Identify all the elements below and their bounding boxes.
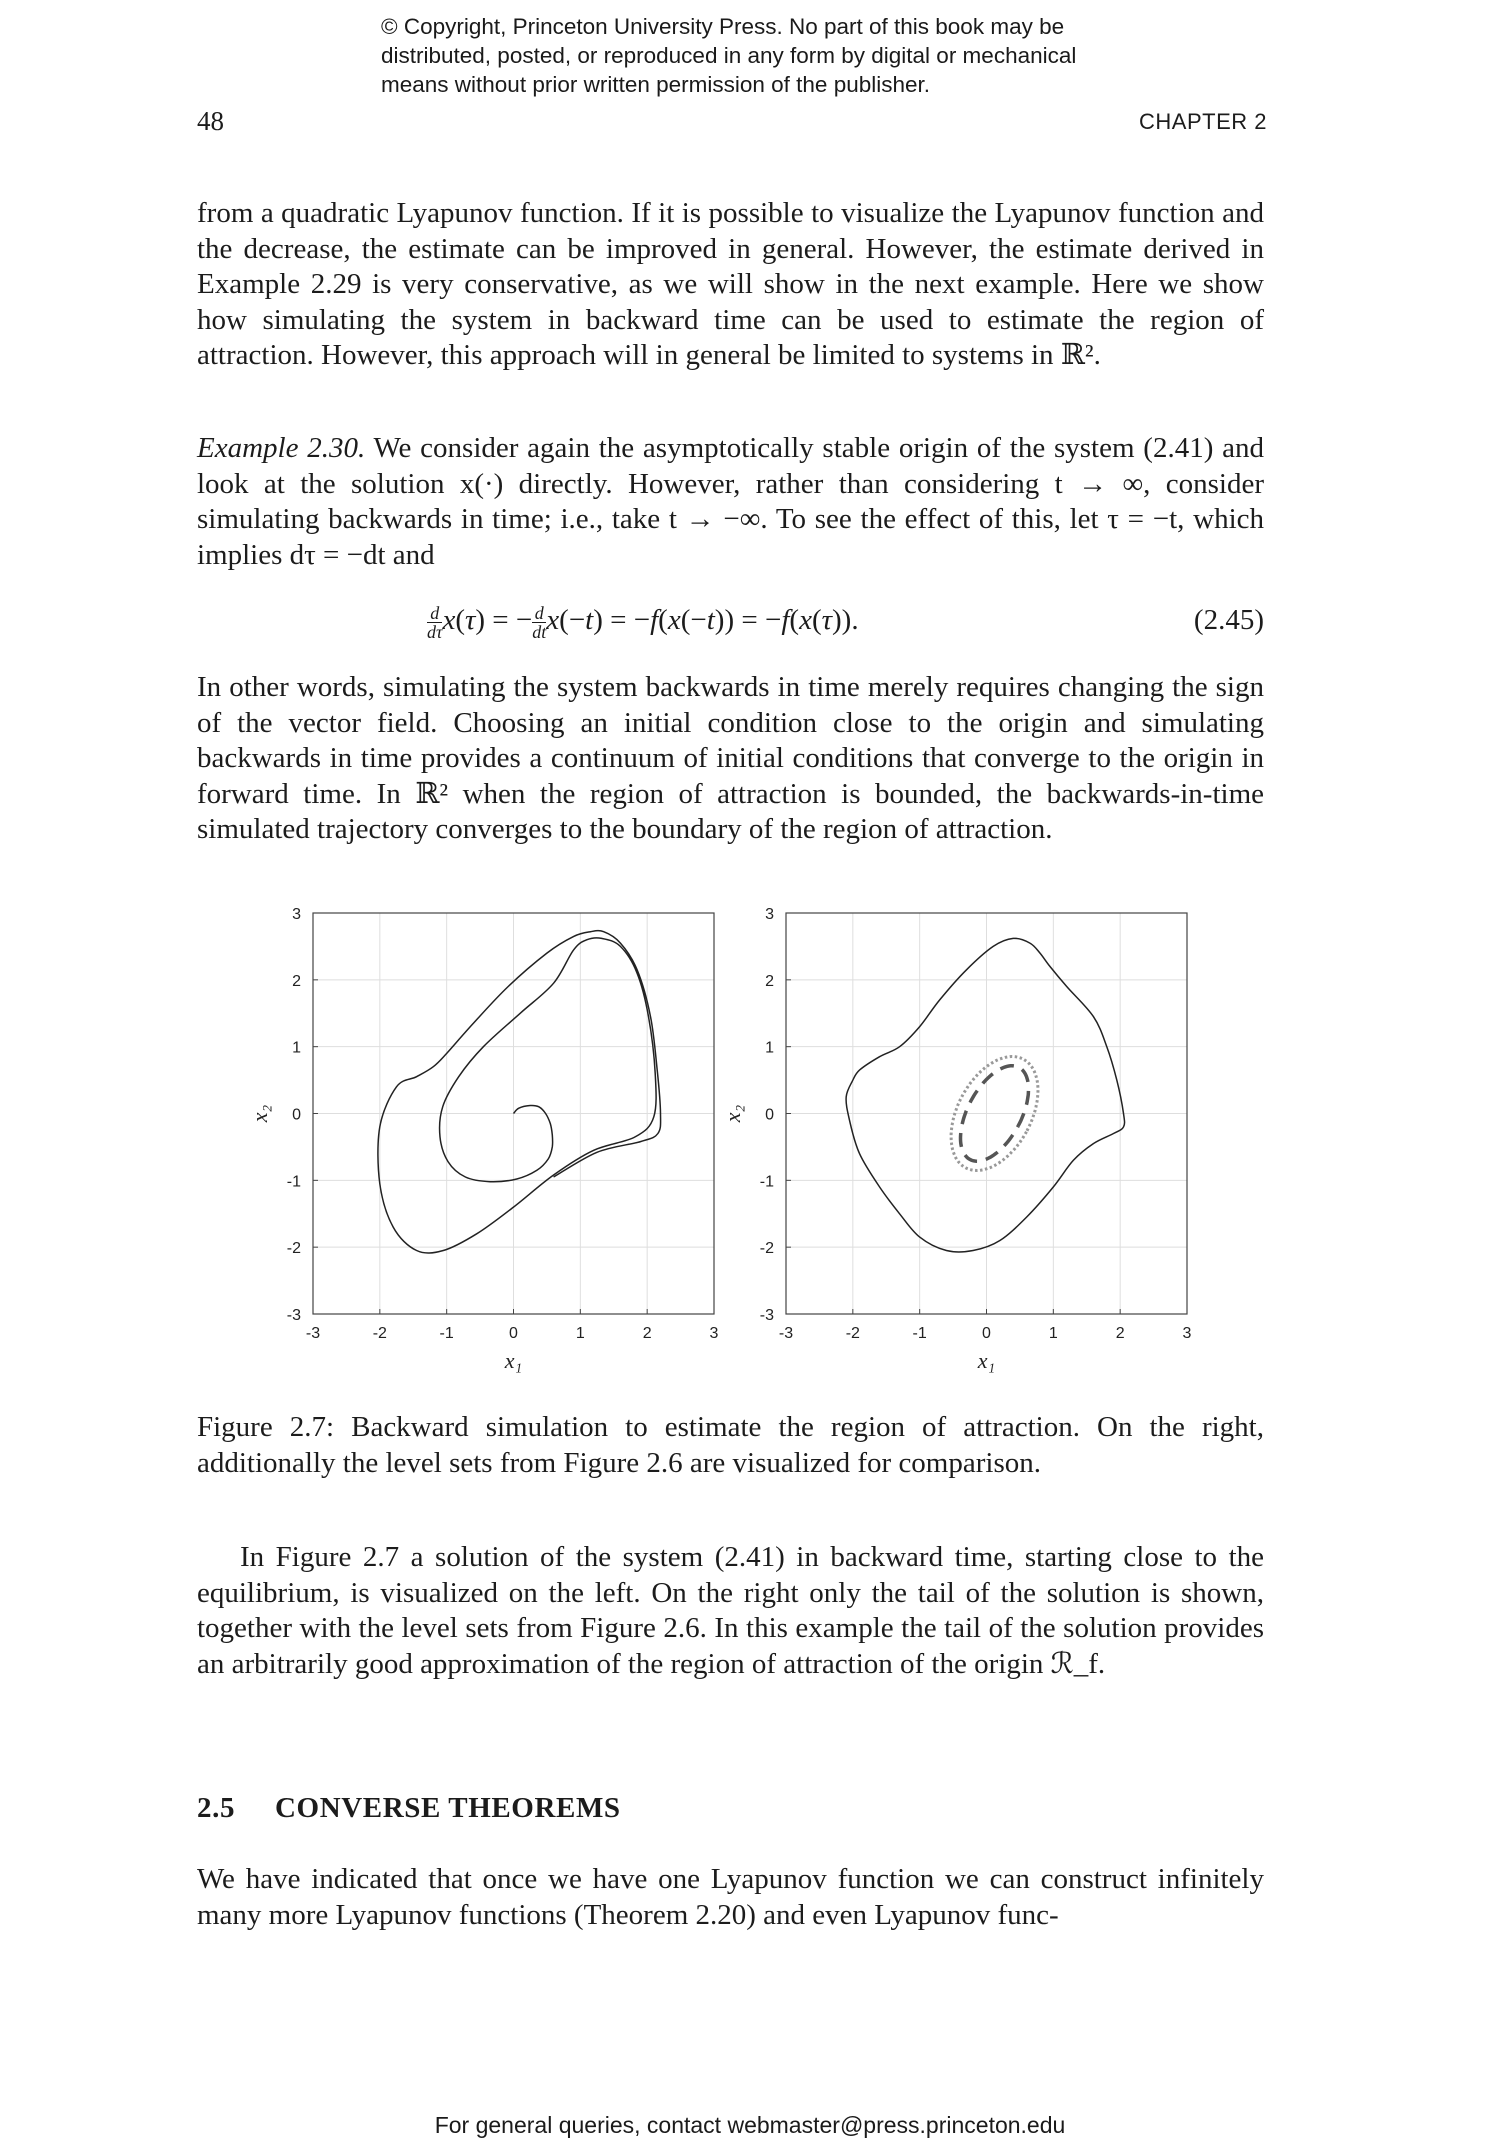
page-number: 48	[197, 106, 224, 136]
paragraph-text: In other words, simulating the system backwards in time merely requires changing the sign of the vector field. Choosing an initial condition close to the origin and simulating backwards in time provides a continuum of initial conditions that converge to the origin in forward time. In ℝ² when the region of attraction is bounded, the backwards-in-time simulated trajectory converges to the boundary of the region of attraction.	[197, 671, 1264, 845]
y-tick-label: -3	[286, 1307, 301, 1324]
y-tick-label: 0	[292, 1106, 301, 1124]
y-tick-label: 0	[765, 1106, 774, 1124]
figure-left-plot	[240, 900, 730, 1390]
paragraph-converse-theorems	[197, 1862, 1264, 1933]
x-tick-label: -3	[305, 1325, 321, 1342]
copyright-line: means without prior written permission of the publisher.	[381, 72, 931, 97]
example-paragraph	[197, 431, 1264, 573]
copyright-line: distributed, posted, or reproduced in any form by digital or mechanical	[381, 43, 1077, 68]
x-tick-label: -2	[372, 1325, 387, 1342]
section-number: 2.5	[197, 1792, 236, 1824]
figure-caption	[197, 1410, 1264, 1481]
x-tick-label: -1	[439, 1325, 454, 1342]
example-label: Example 2.30.	[197, 432, 366, 464]
plot-right-svg	[713, 900, 1203, 1390]
example-text: We consider again the asymptotically stable origin of the system (2.41) and look at the solution x(·) directly. However, rather than considering t → ∞, consider simulating backwards in time; i.e., take t → −∞. To see the effect of this, let τ = −t, which implies dτ = −dt and	[197, 432, 1264, 571]
y-tick-label: 1	[292, 1039, 301, 1057]
y-tick-label: 2	[765, 972, 774, 990]
x-tick-label: 1	[575, 1325, 585, 1342]
fraction-d-dtau: $\frac{d}{d\tau}$	[427, 603, 443, 642]
x-tick-label: 3	[709, 1325, 719, 1342]
x-tick-label: -2	[845, 1325, 860, 1342]
y-tick-label: -2	[759, 1240, 774, 1258]
trajectory-curve	[846, 938, 1124, 1252]
paragraph-text: In Figure 2.7 a solution of the system (2.41) in backward time, starting close to the equilibrium, is visualized on the left. On the right only the tail of the solution is shown, together with the level sets from Figure 2.6. In this example the tail of the solution provides an arbitrarily good approximation of the region of attraction of the origin ℛ_f.	[197, 1541, 1264, 1680]
fraction-d-dt: $\frac{d}{dt}$	[532, 603, 547, 642]
plot-left-svg	[240, 900, 730, 1390]
equation-body: $\frac{d}{d\tau}$ x(τ) = − $\frac{d}{dt}$ x(−t) = −f(x(−t)) = −f(x(τ)).	[427, 603, 859, 642]
paragraph-backward-simulation	[197, 670, 1264, 848]
y-tick-label: 1	[765, 1039, 774, 1057]
y-tick-label: -1	[759, 1173, 774, 1191]
paragraph-figure-discussion	[197, 1540, 1264, 1682]
y-tick-label: -1	[286, 1173, 301, 1191]
x-tick-label: 2	[642, 1325, 652, 1342]
paragraph-text: from a quadratic Lyapunov function. If it is possible to visualize the Lyapunov function and the decrease, the estimate can be improved in general. However, the estimate derived in Example 2.29 is very conservative, as we will show in the next example. Here we show how simulating the system in backward time can be used to estimate the region of attraction. However, this approach will in general be limited to systems in ℝ².	[197, 197, 1264, 371]
x-tick-label: 0	[509, 1325, 518, 1342]
paragraph-text: We have indicated that once we have one Lyapunov function we can construct infinitely many more Lyapunov functions (Theorem 2.20) and even Lyapunov func-	[197, 1863, 1264, 1931]
x-axis-label: x₁	[977, 1348, 996, 1373]
y-tick-label: 3	[292, 906, 301, 923]
caption-text: Figure 2.7: Backward simulation to estimate the region of attraction. On the right, additionally the level sets from Figure 2.6 are visualized for comparison.	[197, 1411, 1264, 1479]
trajectory-curve	[378, 931, 661, 1253]
y-axis-label: x₂	[720, 1104, 745, 1123]
chapter-label: CHAPTER 2	[1139, 109, 1267, 134]
copyright-notice	[381, 12, 1181, 99]
copyright-line: © Copyright, Princeton University Press. No part of this book may be	[381, 14, 1065, 39]
equation-number: (2.45)	[1193, 604, 1264, 636]
x-tick-label: 3	[1182, 1325, 1192, 1342]
x-axis-label: x₁	[504, 1348, 523, 1373]
y-tick-label: -3	[759, 1307, 774, 1324]
section-heading	[197, 1792, 621, 1825]
section-title: CONVERSE THEOREMS	[275, 1792, 621, 1824]
figure-right-plot	[713, 900, 1203, 1390]
y-tick-label: -2	[286, 1240, 301, 1258]
y-axis-label: x₂	[247, 1104, 272, 1123]
x-tick-label: -3	[778, 1325, 794, 1342]
y-tick-label: 2	[292, 972, 301, 990]
equation-2-45	[197, 604, 1264, 644]
x-tick-label: 0	[982, 1325, 991, 1342]
footer-contact: For general queries, contact webmaster@press.princeton.edu	[434, 2112, 1066, 2138]
x-tick-label: 1	[1048, 1325, 1058, 1342]
y-tick-label: 3	[765, 906, 774, 923]
x-tick-label: 2	[1115, 1325, 1125, 1342]
paragraph-intro	[197, 196, 1264, 374]
x-tick-label: -1	[912, 1325, 927, 1342]
